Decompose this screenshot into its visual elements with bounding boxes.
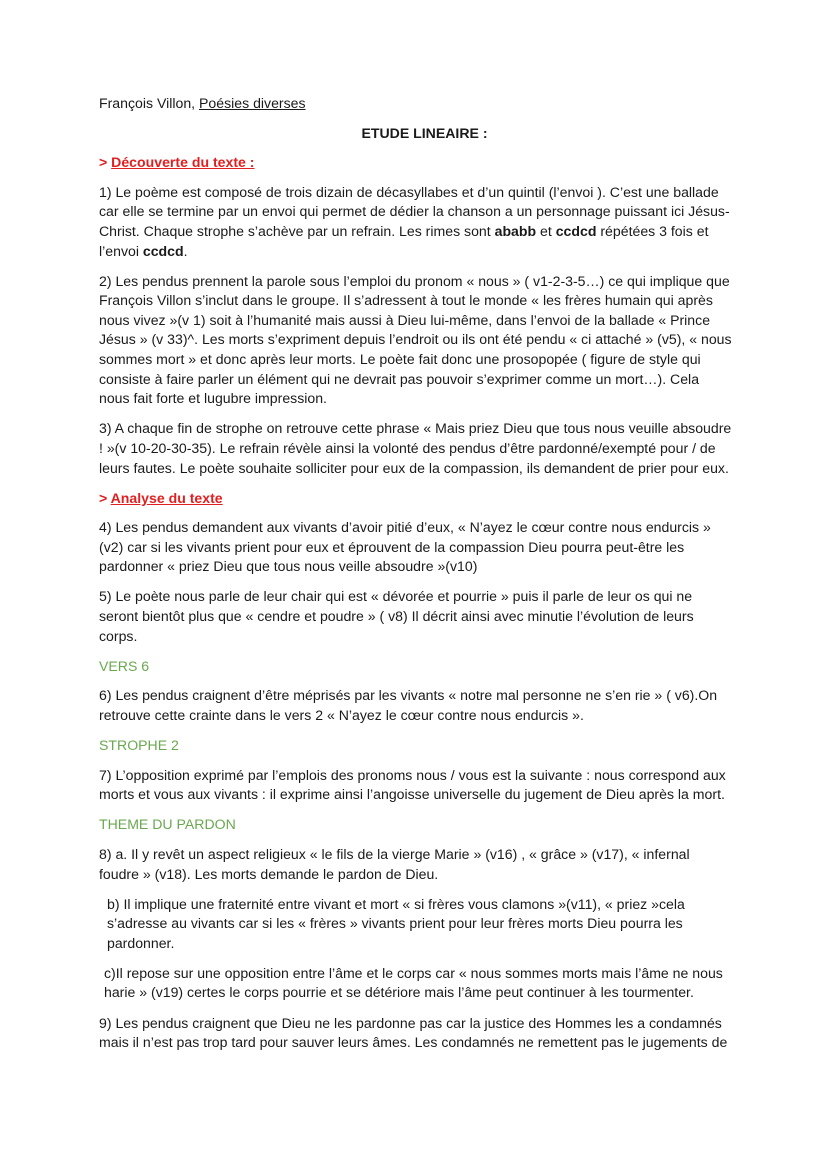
subheading-theme-pardon: THEME DU PARDON <box>99 816 236 833</box>
paragraph-1-text-and: et <box>536 222 556 239</box>
section-marker: > <box>99 489 111 506</box>
paragraph-1 <box>99 183 732 261</box>
paragraph-1-end: . <box>183 242 188 259</box>
section-heading-analysis <box>99 489 732 509</box>
subheading-vers-6: VERS 6 <box>99 657 150 674</box>
paragraph-8a: 8) a. Il y revêt un aspect religieux « le fils de la vierge Marie » (v16) , « grâce » (v17), « infernal foudre » (v18). Les morts demande le pardon de Dieu. <box>99 845 690 882</box>
paragraph-3: 3) A chaque fin de strophe on retrouve cette phrase « Mais priez Dieu que tous nous veuille absoudre ! »(v 10-20-30-35). Le refrain révèle ainsi la volonté des pendus d’être pardonné/exempté pour / de leurs fautes. Le poète souhaite solliciter pour eux de la compassion, ils demandent de prier pour eux. <box>99 420 732 476</box>
paragraph-9: 9) Les pendus craignent que Dieu ne les pardonne pas car la justice des Hommes les a condamnés mais il n’est pas trop tard pour sauver leurs âmes. Les condamnés ne remettent pas le jugements de <box>99 1014 728 1051</box>
rhyme-scheme-2: ccdcd <box>555 222 597 239</box>
paragraph-7: 7) L’opposition exprimé par l’emplois des pronoms nous / vous est la suivante : nous correspond aux morts et vous aux vivants : il exprime ainsi l’angoisse universelle du jugement de Dieu après la mort. <box>99 766 726 803</box>
section-heading-discovery <box>99 153 732 173</box>
paragraph-1-text-envoi: répétées 3 fois et l’envoi <box>99 222 709 259</box>
section-label: Découverte du texte : <box>111 154 255 171</box>
paragraph-8b: b) Il implique une fraternité entre vivant et mort « si frères vous clamons »(v11), « priez »cela s’adresse au vivants car si les « frères » vivants prient pour leur frères morts Dieu pourra les pardonner. <box>107 895 685 951</box>
work-title: Poésies diverses <box>199 95 306 111</box>
paragraph-4: 4) Les pendus demandent aux vivants d’avoir pitié d’eux, « N’ayez le cœur contre nous endurcis » (v2) car si les vivants prient pour eux et éprouvent de la compassion Dieu pourra peut-être les pardonner « priez Dieu que tous nous veille absoudre »(v10) <box>99 519 711 575</box>
paragraph-6: 6) Les pendus craignent d’être méprisés par les vivants « notre mal personne ne s’en rie » ( v6).On retrouve cette crainte dans le vers 2 « N’ayez le cœur contre nous endurcis ». <box>99 687 718 723</box>
section-marker: > <box>99 154 112 171</box>
paragraph-8c: c)Il repose sur une opposition entre l’âme et le corps car « nous sommes morts mais l’âme ne nous harie » (v19) certes le corps pourrie et se détériore mais l’âme peut continuer à les tourmenter. <box>104 964 723 1001</box>
subheading-strophe-2: STROPHE 2 <box>99 737 179 754</box>
section-label: Analyse du texte <box>110 489 223 506</box>
page-title: ETUDE LINEAIRE : <box>361 124 488 141</box>
rhyme-scheme-1: ababb <box>494 222 537 239</box>
source-line <box>99 94 732 114</box>
rhyme-scheme-3: ccdcd <box>142 242 184 259</box>
paragraph-2: 2) Les pendus prennent la parole sous l’emploi du pronom « nous » ( v1-2-3-5…) ce qui implique que François Villon s’inclut dans le groupe. Il s’adressent à tout le monde « les frères humain qui après nous vivez »(v 1) soit à l’humanité mais aussi à Dieu lui-même, dans l’envoi de la ballade « Prince Jésus » (v 33)^. Les morts s’expriment depuis l’endroit ou ils ont été pendu « ci attaché » (v5), « nous sommes mort » et donc après leur morts. Le poète fait donc une prosopopée ( figure de style qui consiste à faire parler un élément qui ne devrait pas pouvoir s’exprimer comme un mort…). Cela nous fait forte et lugubre impression. <box>99 272 732 407</box>
paragraph-1-text: 1) Le poème est composé de trois dizain de décasyllabes et d’un quintil (l’envoi ). C’est une ballade car elle se termine par un envoi qui permet de dédier la chanson a un personnage puissant ici Jésus-Christ. Chaque strophe s’achève par un refrain. Les rimes sont <box>99 183 730 239</box>
author-name: François Villon, <box>99 95 200 111</box>
paragraph-5: 5) Le poète nous parle de leur chair qui est « dévorée et pourrie » puis il parle de leur os qui ne seront bientôt plus que « cendre et poudre » ( v8) Il décrit ainsi avec minutie l’évolution de leurs corps. <box>99 588 694 644</box>
